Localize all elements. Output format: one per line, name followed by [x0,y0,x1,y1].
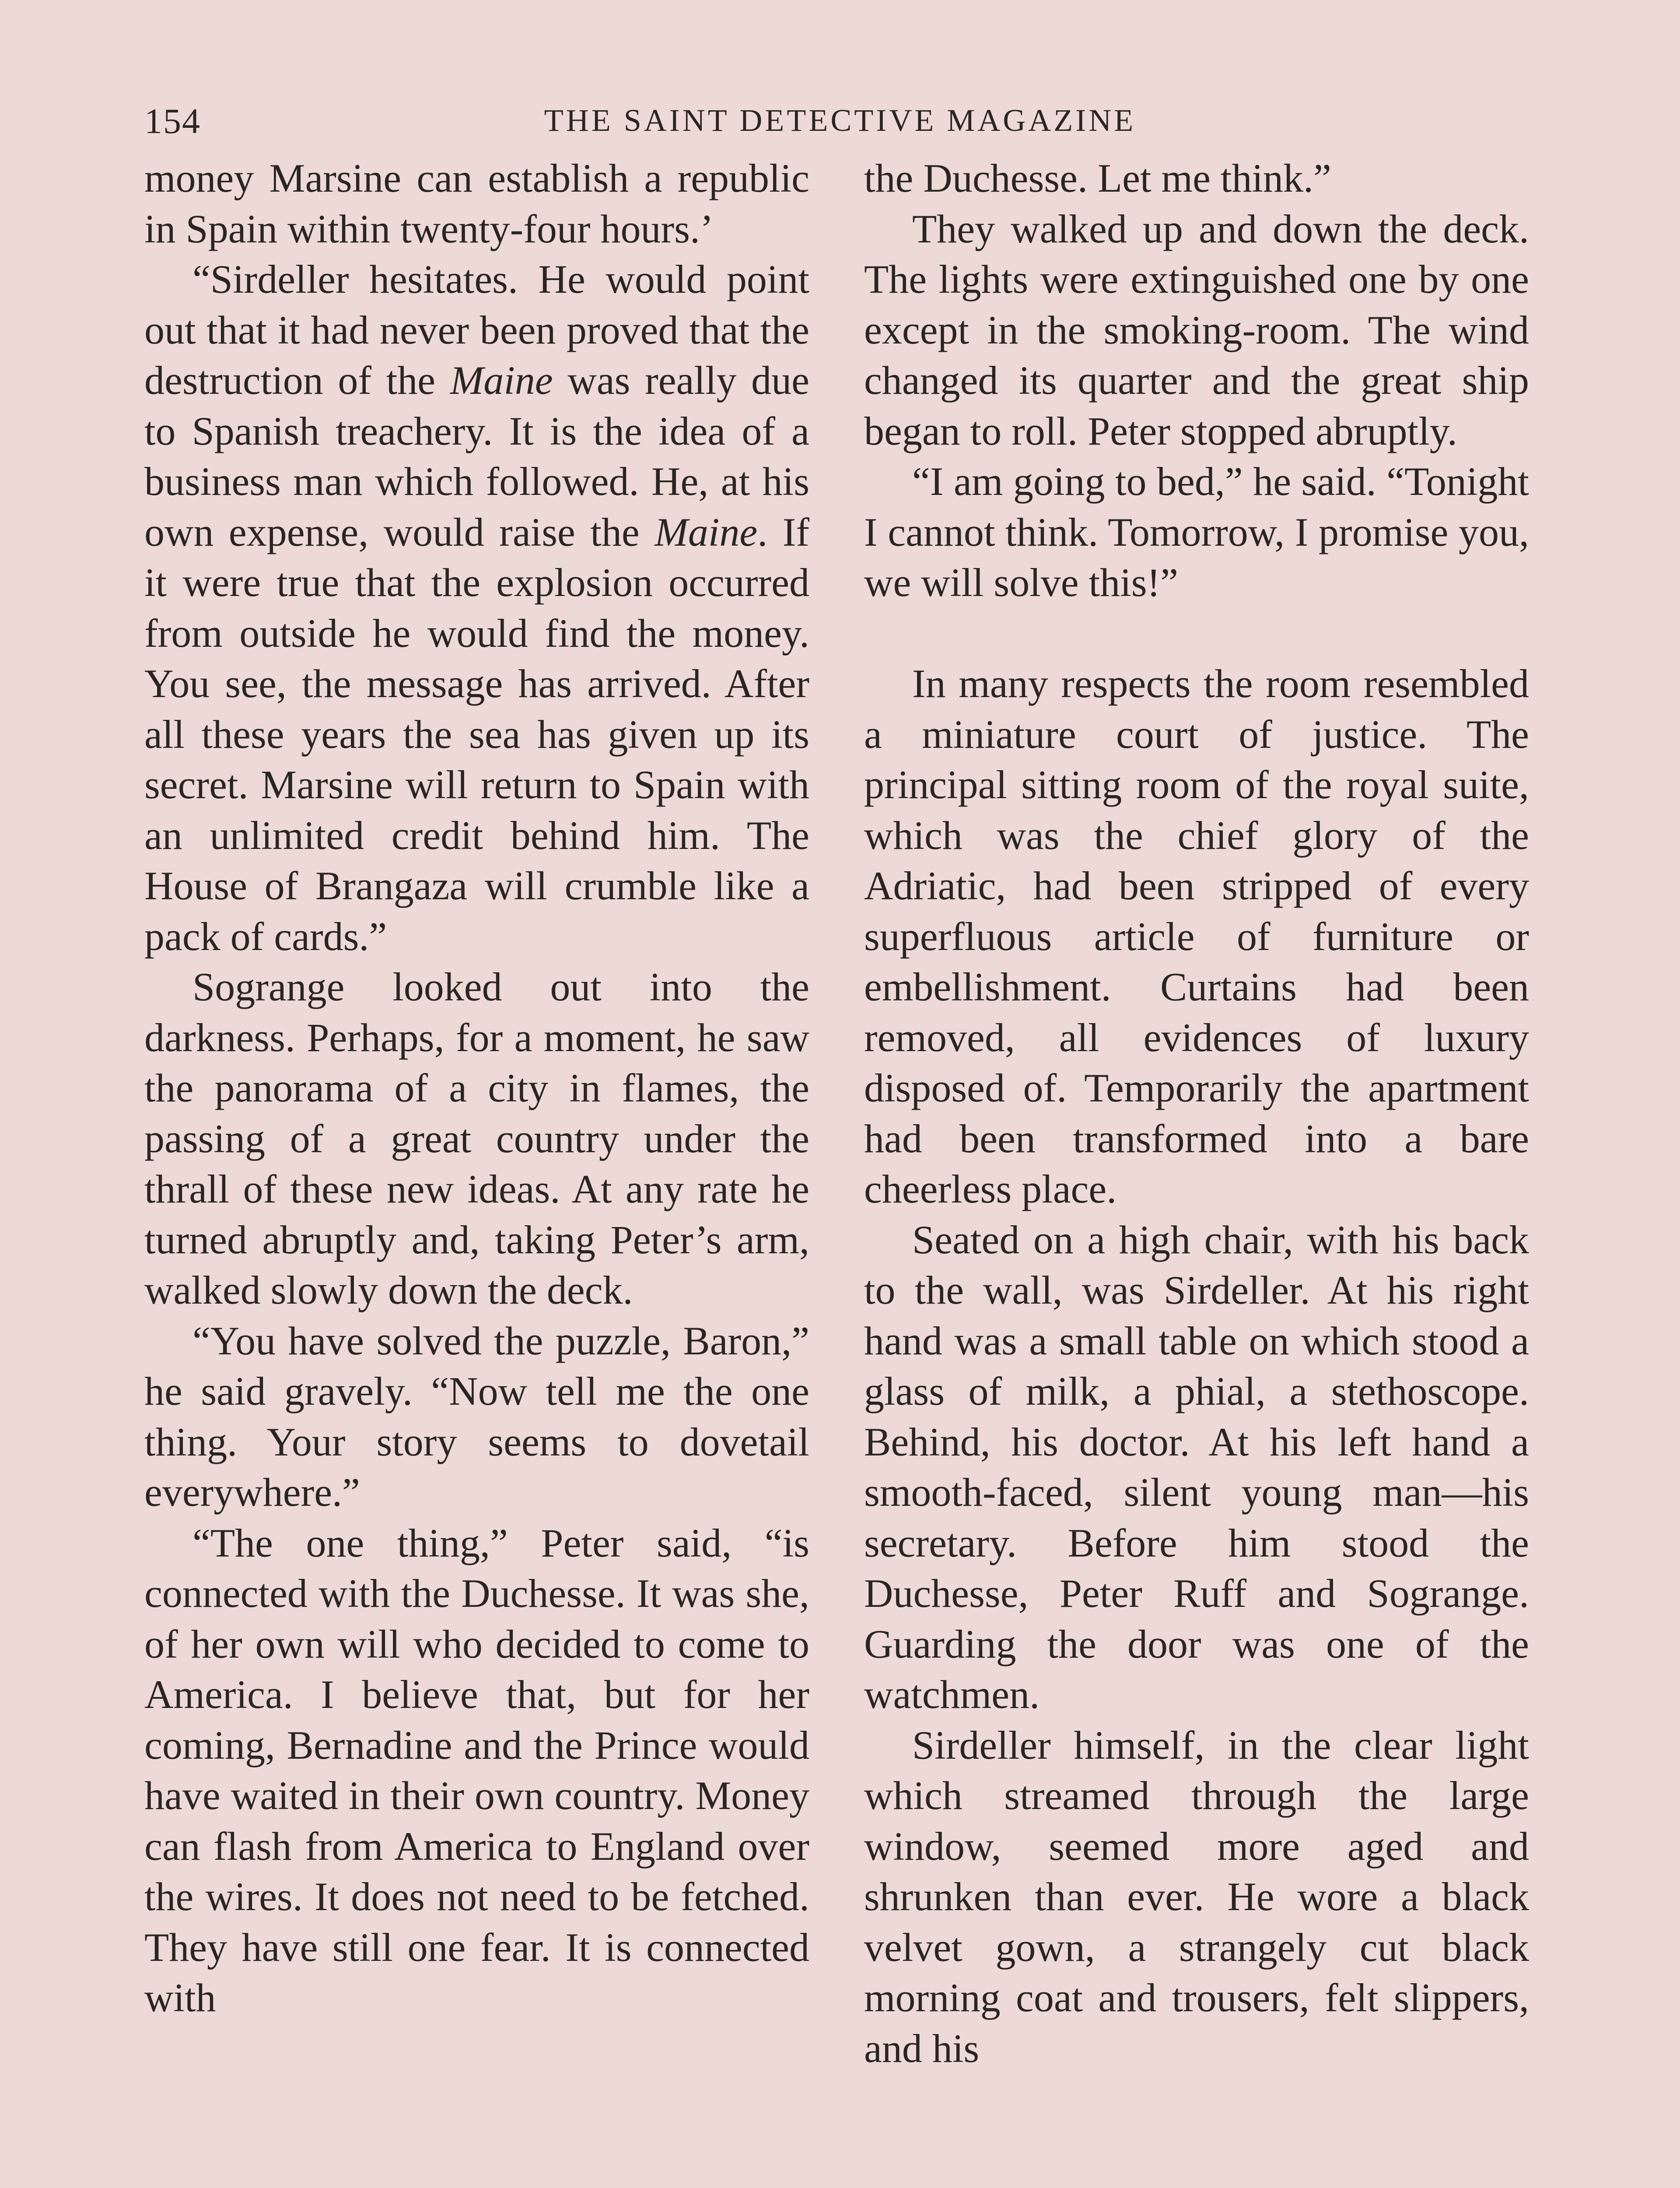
text-run: was really due to Spanish treachery. It is the idea of a business man which followed. He, at his own expense, would raise the [144,358,809,554]
text-run: “I am going to bed,” he said. “Tonight I cannot think. Tomorrow, I promise you, we will solve this!” [864,459,1529,605]
page-number: 154 [144,101,201,141]
italic-text: Maine [450,358,553,403]
right-text-column [864,153,1529,2188]
text-run: money Marsine can establish a republic in Spain within twenty-four hours.’ [144,156,809,251]
text-run: They walked up and down the deck. The lights were extinguished one by one except in the smoking-room. The wind changed its quarter and the great ship began to roll. Peter stopped abruptly. [864,206,1529,453]
text-run: “You have solved the puzzle, Baron,” he said gravely. “Now tell me the one thing. Your story seems to dovetail everywhere.” [144,1318,809,1515]
running-title: THE SAINT DETECTIVE MAGAZINE [544,103,1136,138]
text-run: In many respects the room resembled a miniature court of justice. The principal sitting room of the royal suite, which was the chief glory of the Adriatic, had been stripped of every superfluous article of furniture or embellishment. Curtains had been removed, all evidences of luxury disposed of. Temporarily the apartment had been transformed into a bare cheerless place. [864,661,1529,1211]
paragraph [864,204,1529,457]
text-run: . If it were true that the explosion occurred from outside he would find the money. You see, the message has arrived. After all these years the sea has given up its secret. Marsine will return to Spain with an unlimited credit behind him. The House of Brangaza will crumble like a pack of cards.” [144,509,809,959]
paragraph [864,659,1529,1215]
text-run: “Sirdeller hesitates. He would point out that it had never been proved that the destruction of the [144,257,809,403]
paragraph [144,1518,809,2023]
paragraph [864,1215,1529,1720]
continued-paragraph [864,153,1529,204]
italic-text: Maine [654,509,758,554]
paragraph [864,456,1529,608]
paragraph [864,1720,1529,2074]
text-run: Seated on a high chair, with his back to the wall, was Sirdeller. At his right hand was a small table on which stood a glass of milk, a phial, a stethoscope. Behind, his doctor. At his left hand a smooth-faced, silent young man—his secretary. Before him stood the Duchesse, Peter Ruff and Sogrange. Guarding the door was one of the watchmen. [864,1217,1529,1717]
continued-paragraph [144,153,809,254]
paragraph [144,254,809,962]
text-run: Sogrange looked out into the darkness. Perhaps, for a moment, he saw the panorama of a city in flames, the passing of a great country under the thrall of these new ideas. At any rate he turned abruptly and, taking Peter’s arm, walked slowly down the deck. [144,964,809,1312]
text-run: Sirdeller himself, in the clear light which streamed through the large window, seemed more aged and shrunken than ever. He wore a black velvet gown, a strangely cut black morning coat and trousers, felt slippers, and his [864,1722,1529,2071]
text-run: the Duchesse. Let me think.” [864,156,1331,200]
left-text-column [144,153,809,2188]
paragraph [144,1316,809,1518]
page-header [144,101,1536,144]
paragraph [144,962,809,1316]
text-run: “The one thing,” Peter said, “is connected with the Duchesse. It was she, of her own will who decided to come to America. I believe that, but for her coming, Bernadine and the Prince would have waited in their own country. Money can flash from America to England over the wires. It does not need to be fetched. They have still one fear. It is connected with [144,1520,809,2020]
